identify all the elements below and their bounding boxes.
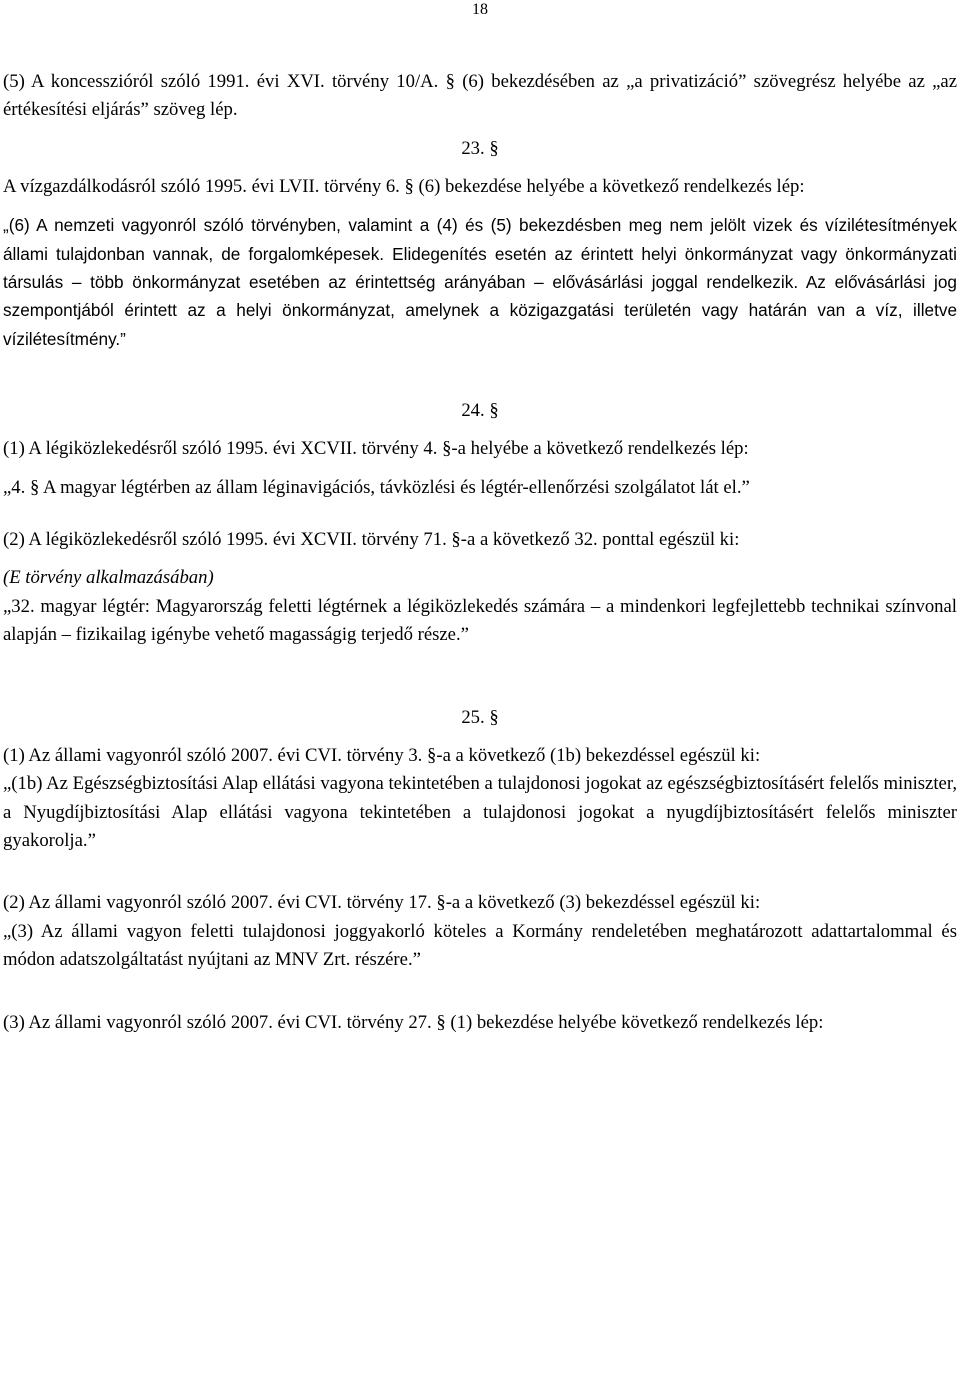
quoted-paragraph-3: „(3) Az állami vagyon feletti tulajdonosi joggyakorló köteles a Kormány rendeletében meghatározott adattartalommal és módon adatszolgáltatást nyújtani az MNV Zrt. részére.”	[3, 920, 957, 971]
page-number: 18	[472, 1, 488, 18]
paragraph-allami-vagyon-3: (3) Az állami vagyonról szóló 2007. évi CVI. törvény 27. § (1) bekezdése helyébe következő rendelkezés lép:	[3, 1011, 824, 1033]
section-heading-24: 24. §	[461, 400, 499, 422]
paragraph-legikozlekedes-2: (2) A légiközlekedésről szóló 1995. évi XCVII. törvény 71. §-a a következő 32. ponttal egészül ki:	[3, 529, 740, 551]
context-note: (E törvény alkalmazásában)	[3, 567, 214, 589]
quoted-paragraph-4: „4. § A magyar légtérben az állam léginavigációs, távközlési és légtér-ellenőrzési szolgálatot lát el.”	[3, 476, 750, 498]
section-heading-25: 25. §	[461, 706, 499, 728]
quoted-paragraph-6: „(6) A nemzeti vagyonról szóló törvényben, valamint a (4) és (5) bekezdésben meg nem jelölt vizek és vízilétesítmények állami tulajdonban vannak, de forgalomképesek. Elidegenítés esetén az érintett helyi önkormányzat vagy önkormányzati társulás – több önkormányzat esetében az érintettség arányában – elővásárlási joggal rendelkezik. Az elővásárlási jog szempontjából érintett az a helyi önkormányzat, amelynek a közigazgatási területén vagy határán van a víz, illetve vízilétesítmény.”	[3, 215, 957, 349]
paragraph-allami-vagyon-1: (1) Az állami vagyonról szóló 2007. évi CVI. törvény 3. §-a a következő (1b) bekezdéssel egészül ki:	[3, 744, 761, 766]
paragraph-allami-vagyon-2: (2) Az állami vagyonról szóló 2007. évi CVI. törvény 17. §-a a következő (3) bekezdéssel egészül ki:	[3, 892, 761, 914]
paragraph-legikozlekedes-1: (1) A légiközlekedésről szóló 1995. évi XCVII. törvény 4. §-a helyébe a következő rendelkezés lép:	[3, 438, 749, 460]
paragraph-vizgazdalkodas: A vízgazdálkodásról szóló 1995. évi LVII. törvény 6. § (6) bekezdése helyébe a következő rendelkezés lép:	[3, 175, 805, 197]
document-body	[3, 68, 957, 1037]
paragraph-5-koncesszio: (5) A koncesszióról szóló 1991. évi XVI. törvény 10/A. § (6) bekezdésében az „a privatizáció” szövegrész helyébe az „az értékesítési eljárás” szöveg lép.	[3, 71, 957, 121]
quoted-paragraph-1b: „(1b) Az Egészségbiztosítási Alap ellátási vagyona tekintetében a tulajdonosi jogokat az egészségbiztosításért felelős miniszter, a Nyugdíjbiztosítási Alap ellátási vagyona tekintetében a tulajdonosi jogokat a nyugdíjbiztosításért felelős miniszter gyakorolja.”	[3, 773, 957, 851]
section-heading-23: 23. §	[461, 137, 499, 159]
quoted-point-32: „32. magyar légtér: Magyarország feletti légtérnek a légiközlekedés számára – a mindenkori legfejlettebb technikai színvonal alapján – fizikailag igénybe vehető magasságig terjedő része.”	[3, 595, 957, 646]
